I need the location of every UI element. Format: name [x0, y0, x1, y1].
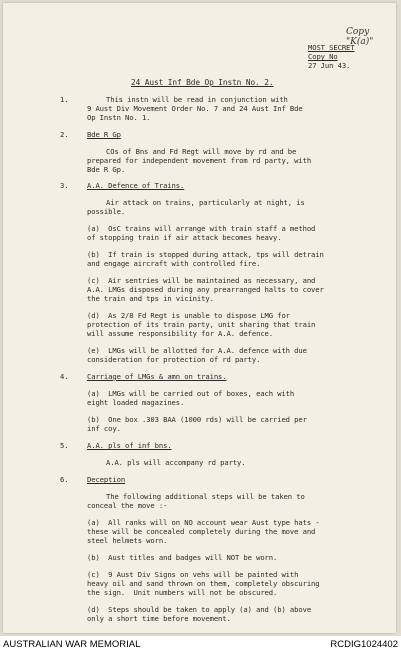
body-line: inf coy.	[87, 424, 121, 433]
body-line: the train and tps in vicinity.	[87, 294, 214, 303]
body-line: A.A. pls will accompany rd party.	[106, 458, 246, 467]
body-line: steel helmets worn.	[87, 536, 168, 545]
classification: MOST SECRET	[308, 43, 355, 52]
body-line: Air attack on trains, particularly at night, is	[106, 198, 305, 207]
body-line: (c) 9 Aust Div Signs on vehs will be painted with	[87, 570, 299, 579]
body-line: prepared for independent movement from rd party, with	[87, 156, 312, 165]
body-line: possible.	[87, 207, 126, 216]
section-heading: Deception	[87, 475, 126, 484]
body-line: (b) Aust titles and badges will NOT be worn.	[87, 553, 278, 562]
section-number: 1.	[60, 95, 69, 104]
body-line: (d) As 2/8 Fd Regt is unable to dispose LMG for	[87, 311, 290, 320]
section-number: 6.	[60, 475, 69, 484]
body-line: (b) One box .303 BAA (1000 rds) will be carried per	[87, 415, 307, 424]
body-line: (a) LMGs will be carried out of boxes, each with	[87, 389, 295, 398]
section-heading: Bde R Gp	[87, 130, 121, 139]
body-line: The following additional steps will be taken to	[106, 492, 305, 501]
body-line: eight loaded magazines.	[87, 398, 185, 407]
handwritten-note: Copy "K(a)"	[346, 27, 374, 47]
body-line: consideration for protection of rd party.	[87, 355, 261, 364]
archive-footer	[0, 636, 401, 654]
body-line: these will be concealed completely during the move and	[87, 527, 316, 536]
archive-name: AUSTRALIAN WAR MEMORIAL	[3, 639, 141, 650]
body-line: This instn will be read in conjunction with	[106, 95, 288, 104]
section-number: 2.	[60, 130, 69, 139]
body-line: Op Instn No. 1.	[87, 113, 151, 122]
body-line: of stopping train if air attack becomes heavy.	[87, 233, 282, 242]
body-line: heavy oil and sand thrown on them, completely obscuring	[87, 579, 320, 588]
document-page	[3, 3, 396, 633]
body-line: COs of Bns and Fd Regt will move by rd and be	[106, 147, 297, 156]
document-title: 24 Aust Inf Bde Op Instn No. 2.	[131, 78, 274, 87]
body-line: 9 Aust Div Movement Order No. 7 and 24 Aust Inf Bde	[87, 104, 303, 113]
body-line: the sign. Unit numbers will not be obscured.	[87, 588, 278, 597]
copy-number: Copy No	[308, 52, 338, 61]
body-line: (b) If train is stopped during attack, tps will detrain	[87, 250, 324, 259]
section-heading: A.A. pls of inf bns.	[87, 441, 172, 450]
body-line: (a) All ranks will on NO account wear Aust type hats -	[87, 518, 320, 527]
record-id: RCDIG1024402	[330, 639, 398, 650]
section-heading: Carriage of LMGs & amn on trains.	[87, 372, 227, 381]
body-line: conceal the move :-	[87, 501, 168, 510]
section-heading: A.A. Defence of Trains.	[87, 181, 185, 190]
body-line: A.A. LMGs disposed during any prearranged halts to cover	[87, 285, 324, 294]
section-number: 4.	[60, 372, 69, 381]
body-line: (a) OsC trains will arrange with train staff a method	[87, 224, 316, 233]
section-number: 3.	[60, 181, 69, 190]
body-line: (c) Air sentries will be maintained as necessary, and	[87, 276, 316, 285]
body-line: and engage aircraft with controlled fire.	[87, 259, 261, 268]
body-line: protection of its train party, unit sharing that train	[87, 320, 316, 329]
body-line: only a short time before movement.	[87, 614, 231, 623]
document-date: 27 Jun 43.	[308, 61, 351, 70]
body-line: (e) LMGs will be allotted for A.A. defence with due	[87, 346, 307, 355]
section-number: 5.	[60, 441, 69, 450]
body-line: (d) Steps should be taken to apply (a) and (b) above	[87, 605, 312, 614]
body-line: Bde R Gp.	[87, 165, 126, 174]
body-line: will assume responsibility for A.A. defence.	[87, 329, 273, 338]
